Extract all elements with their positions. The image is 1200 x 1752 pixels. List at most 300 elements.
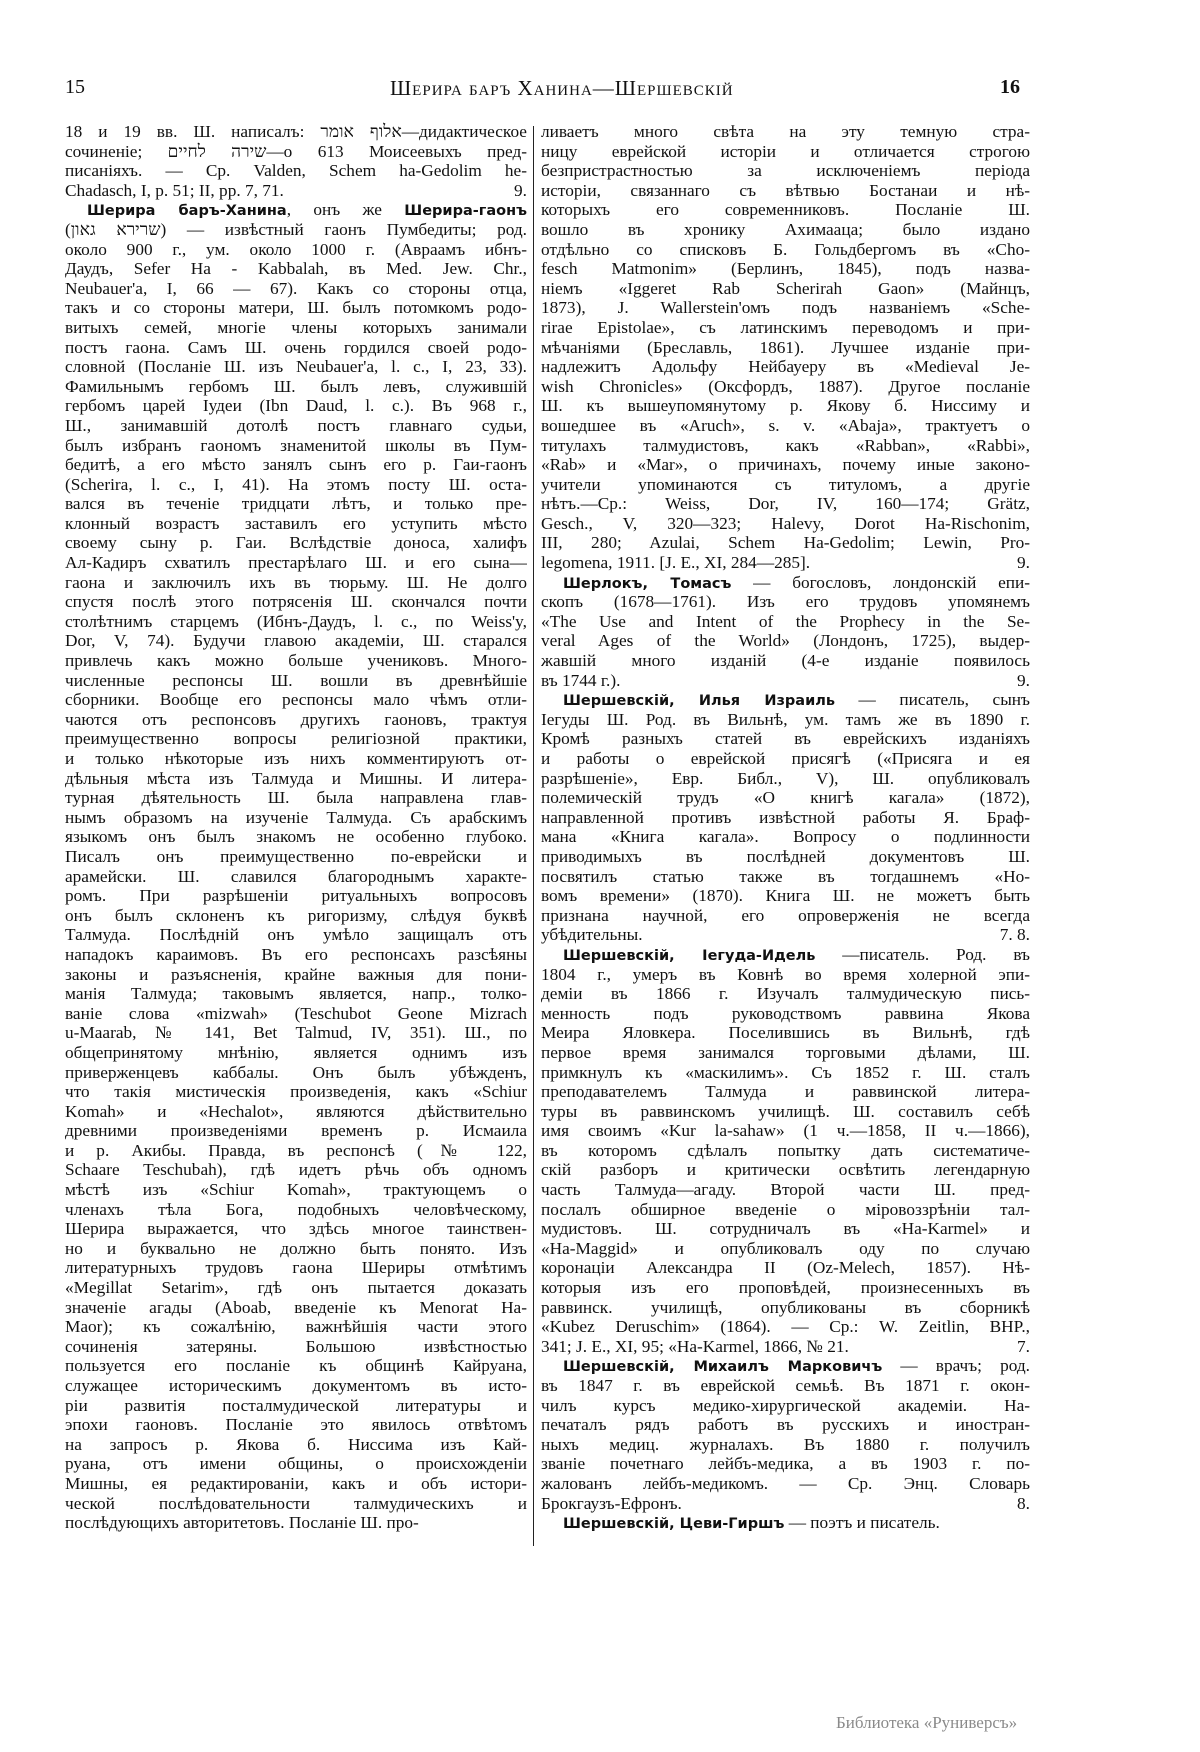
text-line bbox=[65, 1376, 527, 1396]
entry-title: Шершевскій, Іегуда-Идель bbox=[563, 947, 816, 964]
line-text: которыя изъ его проповѣдей, произнесенныхъ въ bbox=[541, 1278, 1030, 1298]
text-line bbox=[65, 984, 527, 1004]
text-line bbox=[65, 318, 527, 338]
text-line bbox=[65, 142, 527, 162]
text-line bbox=[65, 298, 527, 318]
line-text: разрѣшеніе», Евр. Библ., V), Ш. опубликовалъ bbox=[541, 768, 1030, 788]
text-line bbox=[541, 1415, 1030, 1435]
line-text: u-Maarab, № 141, Bet Talmud, IV, 351). Ш., по bbox=[65, 1023, 527, 1043]
line-text: такъ и со стороны матери, Ш. былъ потомкомъ родо- bbox=[65, 298, 527, 318]
line-text: мана «Книга кагала». Вопросу о подлинности bbox=[541, 827, 1030, 847]
line-text: которыхъ его современниковъ. Посланіе Ш. bbox=[541, 200, 1030, 220]
line-text: «Rab» и «Mar», о причинахъ, почему иные законо- bbox=[541, 455, 1030, 475]
line-text: мудистовъ. Ш. сотрудничалъ въ «Ha-Karmel» и bbox=[541, 1219, 1030, 1239]
line-text: безпристрастностью за исключеніемъ періода bbox=[541, 161, 1030, 181]
line-text: ніемъ «Iggeret Rab Scherirah Gaon» (Майнцъ, bbox=[541, 278, 1030, 298]
text-line bbox=[541, 886, 1030, 906]
text-line bbox=[65, 1258, 527, 1278]
text-line bbox=[541, 710, 1030, 730]
line-text: Фамильнымъ гербомъ Ш. былъ левъ, служившій bbox=[65, 376, 527, 396]
text-line bbox=[65, 925, 527, 945]
text-line bbox=[541, 612, 1030, 632]
text-line bbox=[541, 436, 1030, 456]
line-text: вался въ теченіе тридцати лѣтъ, и только пре- bbox=[65, 494, 527, 514]
entry-heading-line bbox=[541, 690, 1030, 710]
author-signature-number: 9. bbox=[1017, 670, 1030, 690]
line-text: «Ha-Maggid» и опубликовалъ оду по случаю bbox=[541, 1238, 1030, 1258]
line-text: руана, отъ имени общины, о происхожденіи bbox=[65, 1454, 527, 1474]
text-line bbox=[541, 1435, 1030, 1455]
line-text: учители упоминаются съ титуломъ, а другіе bbox=[541, 474, 1030, 494]
text-line bbox=[65, 1415, 527, 1435]
text-line bbox=[541, 592, 1030, 612]
text-line bbox=[541, 749, 1030, 769]
text-line bbox=[65, 886, 527, 906]
line-text: спустя послѣ этого потрясенія Ш. скончался почти bbox=[65, 592, 527, 612]
text-line bbox=[541, 279, 1030, 299]
line-text: менность подъ руководствомъ раввина Якова bbox=[541, 1003, 1030, 1023]
text-line bbox=[541, 906, 1030, 926]
line-text: печаталъ рядъ работъ въ русскихъ и иностран- bbox=[541, 1415, 1030, 1435]
line-text: турная дѣятельность Ш. была направлена глав- bbox=[65, 788, 527, 808]
page-number-right: 16 bbox=[1000, 76, 1020, 98]
line-text: первое время занимался торговыми дѣлами, Ш. bbox=[541, 1042, 1030, 1062]
line-text: (Scherira, l. c., I, 41). На этомъ посту Ш. оста- bbox=[65, 474, 527, 494]
line-text: послалъ обширное введеніе о міровоззрѣніи тал- bbox=[541, 1199, 1030, 1219]
line-text: «Kubez Deruschim» (1864). — Ср.: W. Zeitlin, BHP., bbox=[541, 1317, 1030, 1337]
line-text: надлежитъ Адольфу Нейбауеру въ «Medieval Je- bbox=[541, 357, 1030, 377]
running-title: Шерира баръ Ханина—Шершевскій bbox=[390, 76, 734, 100]
line-text: Кромѣ разныхъ статей въ еврейскихъ изданіяхъ bbox=[541, 729, 1030, 749]
line-text: Меира Яловкера. Поселившись въ Вильнѣ, гдѣ bbox=[541, 1023, 1030, 1043]
line-text: вошло въ хронику Ахимааца; было издано bbox=[541, 219, 1030, 239]
text-line bbox=[65, 631, 527, 651]
text-line bbox=[541, 1121, 1030, 1141]
entry-title: Шерира баръ-Ханина bbox=[87, 203, 287, 220]
text-line bbox=[541, 1239, 1030, 1259]
line-text: языкомъ онъ былъ знакомъ не особенно глубоко. bbox=[65, 827, 527, 847]
line-text: нымъ образомъ на изученіе Талмуда. Съ арабскимъ bbox=[65, 807, 527, 827]
text-line bbox=[541, 867, 1030, 887]
text-line bbox=[541, 1043, 1030, 1063]
text-line bbox=[65, 396, 527, 416]
line-text: около 900 г., ум. около 1000 г. (Авраамъ ибнъ- bbox=[65, 239, 527, 259]
text-line bbox=[65, 1043, 527, 1063]
line-text: Іегуды Ш. Род. въ Вильнѣ, ум. тамъ же въ 1890 г. bbox=[541, 709, 1030, 729]
text-line bbox=[65, 867, 527, 887]
line-text: признана научной, его опроверженія не всегда bbox=[541, 905, 1030, 925]
text-line bbox=[541, 240, 1030, 260]
text-line bbox=[541, 1298, 1030, 1318]
line-text: титулахъ талмудистовъ, какъ «Rabban», «Rabbi», bbox=[541, 435, 1030, 455]
entry-title: Шерира-гаонъ bbox=[404, 203, 527, 220]
line-text: членахъ тѣла Бога, подобныхъ человѣческому, bbox=[65, 1199, 527, 1219]
text-line bbox=[65, 279, 527, 299]
author-signature-number: 7. bbox=[1017, 1336, 1030, 1356]
line-text: жавшій много изданій (4-е изданіе появилось bbox=[541, 651, 1030, 671]
line-text: манія Талмуда; таковымъ является, напр., толко- bbox=[65, 984, 527, 1004]
library-watermark: Библиотека «Руниверсъ» bbox=[836, 1713, 1018, 1732]
line-text: Даудъ, Sefer Ha - Kabbalah, въ Med. Jew. Chr., bbox=[65, 259, 527, 279]
entry-text: — писатель, сынъ bbox=[835, 690, 1030, 710]
line-text: Maor); къ сожалѣнію, важнѣйшія части этого bbox=[65, 1317, 527, 1337]
line-text: приводимыхъ въ послѣдней документовъ Ш. bbox=[541, 846, 1030, 866]
line-text: legomena, 1911. [J. E., XI, 284—285]. bbox=[541, 553, 811, 573]
line-text: сочиненія затеряны. Большою извѣстностью bbox=[65, 1336, 527, 1356]
text-line bbox=[541, 1063, 1030, 1083]
text-line bbox=[65, 573, 527, 593]
text-line bbox=[541, 847, 1030, 867]
text-line bbox=[65, 1160, 527, 1180]
line-text: и только нѣкоторые изъ нихъ комментируютъ от- bbox=[65, 749, 527, 768]
line-text: служащее историческимъ документомъ въ исто- bbox=[65, 1376, 527, 1395]
line-text: древними произведеніями временъ р. Исмаила bbox=[65, 1121, 527, 1141]
text-line bbox=[541, 769, 1030, 789]
line-text: wish Chronicles» (Оксфордъ, 1887). Другое посланіе bbox=[541, 376, 1030, 396]
text-line bbox=[541, 1141, 1030, 1161]
text-line bbox=[65, 1023, 527, 1043]
text-line bbox=[541, 142, 1030, 162]
text-line bbox=[541, 553, 1030, 573]
entry-heading-line bbox=[65, 200, 527, 220]
line-text: пользуется его посланіе къ общинѣ Кайруана, bbox=[65, 1356, 527, 1376]
right-column bbox=[541, 122, 1030, 1533]
line-text: ваніе слова «mizwah» (Teschubot Geone Mizrach bbox=[65, 1003, 527, 1023]
line-text: исторіи, связаннаго съ вѣтвью Бостанаи и нѣ- bbox=[541, 180, 1030, 200]
author-signature-number: 7. 8. bbox=[999, 925, 1030, 945]
line-text: сочиненіе; שירה לחיים—о 613 Моисеевыхъ пред- bbox=[65, 141, 527, 161]
line-text: скій разборъ и критически освѣтить легендарную bbox=[541, 1160, 1030, 1180]
text-line bbox=[541, 533, 1030, 553]
text-line bbox=[65, 1435, 527, 1455]
text-line bbox=[541, 514, 1030, 534]
line-text: нападокъ караимовъ. Въ его респонсахъ разсѣяны bbox=[65, 944, 527, 964]
text-line bbox=[65, 436, 527, 456]
text-line bbox=[541, 200, 1030, 220]
text-line bbox=[65, 553, 527, 573]
text-line bbox=[65, 1474, 527, 1494]
text-line bbox=[541, 181, 1030, 201]
line-text: и р. Акибы. Правда, въ респонсѣ (№ 122, bbox=[65, 1140, 527, 1160]
text-line bbox=[541, 1102, 1030, 1122]
line-text: вошедшее въ «Aruch», s. v. «Abaja», трактуетъ о bbox=[541, 415, 1030, 435]
line-text: мѣчаніями (Бреславль, 1861). Лучшее изданіе при- bbox=[541, 337, 1030, 357]
line-text: полемическій трудъ «О книгѣ кагала» (1872), bbox=[541, 788, 1030, 808]
line-text: Ш., занимавшій дотолѣ постъ главнаго судьи, bbox=[65, 415, 527, 435]
text-line bbox=[65, 1396, 527, 1416]
text-line bbox=[541, 220, 1030, 240]
text-line bbox=[541, 416, 1030, 436]
line-text: въ которомъ сдѣлалъ попытку дать систематиче- bbox=[541, 1140, 1030, 1160]
text-line bbox=[541, 984, 1030, 1004]
text-line bbox=[541, 298, 1030, 318]
author-signature-number: 9. bbox=[514, 180, 527, 200]
text-line bbox=[65, 161, 527, 181]
text-line bbox=[65, 965, 527, 985]
text-line bbox=[541, 1376, 1030, 1396]
line-text: Dor, V, 74). Будучи главою академіи, Ш. старался bbox=[65, 631, 527, 651]
text-line bbox=[541, 455, 1030, 475]
text-line bbox=[541, 377, 1030, 397]
text-line bbox=[65, 1200, 527, 1220]
text-line bbox=[65, 1102, 527, 1122]
line-text: коронаціи Александра II (Oz-Melech, 1857). Нѣ- bbox=[541, 1258, 1030, 1278]
line-text: и работы о еврейской присягѣ («Присяга и ея bbox=[541, 749, 1030, 768]
line-text: послѣдующихъ авторитетовъ. Посланіе Ш. про- bbox=[65, 1513, 419, 1533]
line-text: писаніяхъ. — Ср. Valden, Schem ha-Gedolim he- bbox=[65, 161, 527, 181]
line-text: въ 1744 г.). bbox=[541, 670, 621, 690]
line-text: приверженцевъ каббалы. Онъ былъ убѣжденъ, bbox=[65, 1062, 527, 1082]
line-text: Komah» и «Hechalot», являются дѣйствительно bbox=[65, 1101, 527, 1121]
text-line bbox=[541, 1160, 1030, 1180]
line-text: ческой послѣдовательности талмудическихъ и bbox=[65, 1493, 527, 1513]
line-text: былъ избранъ гаономъ знаменитой школы въ Пум- bbox=[65, 435, 527, 455]
line-text: ромъ. При разрѣшеніи ритуальныхъ вопросовъ bbox=[65, 886, 527, 906]
text-line bbox=[541, 396, 1030, 416]
text-line bbox=[541, 475, 1030, 495]
entry-title: Шершевскій, Цеви-Гиршъ bbox=[563, 1516, 785, 1533]
text-line bbox=[65, 612, 527, 632]
entry-text: , онъ же bbox=[286, 200, 405, 220]
text-line bbox=[541, 827, 1030, 847]
column-divider bbox=[533, 126, 534, 1546]
line-text: «Megillat Setarim», гдѣ онъ пытается доказать bbox=[65, 1278, 527, 1298]
text-line bbox=[65, 377, 527, 397]
line-text: преподавателемъ Талмуда и раввинской литера- bbox=[541, 1082, 1030, 1102]
line-text: чаются отъ респонсовъ другихъ гаоновъ, трактуя bbox=[65, 709, 527, 729]
line-text: Neubauer'a, I, 66 — 67). Какъ со стороны отца, bbox=[65, 278, 527, 298]
text-line bbox=[65, 220, 527, 240]
line-text: клонный возрастъ заставилъ его уступить мѣсто bbox=[65, 513, 527, 533]
line-text: 1804 г., умеръ въ Ковнѣ во время холерной эпи- bbox=[541, 964, 1030, 984]
line-text: дѣльныя мѣста изъ Талмуда и Мишны. И литера- bbox=[65, 768, 527, 788]
entry-heading-line bbox=[541, 1513, 1030, 1533]
text-line bbox=[65, 1278, 527, 1298]
text-line bbox=[541, 1082, 1030, 1102]
author-signature-number: 9. bbox=[1017, 553, 1030, 573]
line-text: вомъ времени» (1870). Книга Ш. не можетъ быть bbox=[541, 886, 1030, 906]
text-line bbox=[541, 1004, 1030, 1024]
text-line bbox=[541, 1396, 1030, 1416]
text-line bbox=[541, 788, 1030, 808]
text-line bbox=[65, 240, 527, 260]
text-line bbox=[65, 122, 527, 142]
line-text: значеніе агады (Aboab, введеніе къ Menorat Ha- bbox=[65, 1297, 527, 1317]
text-line bbox=[65, 1494, 527, 1514]
text-line bbox=[541, 1219, 1030, 1239]
text-line bbox=[65, 338, 527, 358]
text-line bbox=[65, 1004, 527, 1024]
text-line bbox=[65, 1298, 527, 1318]
line-text: столѣтнимъ старцемъ (Ибнъ-Даудъ, l. c., по Weiss'y, bbox=[65, 611, 527, 631]
line-text: Ал-Кадиръ схватилъ престарѣлаго Ш. и его сына— bbox=[65, 553, 527, 573]
text-line bbox=[541, 651, 1030, 671]
text-line bbox=[65, 533, 527, 553]
text-line bbox=[65, 1239, 527, 1259]
line-text: чилъ курсъ медико-хирургической академіи. На- bbox=[541, 1395, 1030, 1415]
line-text: въ 1847 г. въ еврейской семьѣ. Въ 1871 г. окон- bbox=[541, 1376, 1030, 1395]
line-text: Chadasch, I, p. 51; II, pp. 7, 71. bbox=[65, 180, 284, 200]
text-line bbox=[65, 416, 527, 436]
line-text: 1873), J. Wallerstein'омъ подъ названіемъ «Sche- bbox=[541, 298, 1030, 318]
line-text: численные респонсы Ш. вошли въ древнѣйшіе bbox=[65, 670, 527, 690]
text-line bbox=[65, 808, 527, 828]
entry-text: —писатель. Род. въ bbox=[815, 944, 1030, 964]
line-text: гаона и заключилъ ихъ въ тюрьму. Ш. Не долго bbox=[65, 572, 527, 592]
text-line bbox=[65, 1513, 527, 1533]
line-text: общепринятому мнѣнію, является однимъ изъ bbox=[65, 1042, 527, 1062]
text-line bbox=[65, 1219, 527, 1239]
line-text: имя своимъ «Kur la-sahaw» (1 ч.—1858, II ч.—1866), bbox=[541, 1121, 1030, 1141]
text-line bbox=[65, 475, 527, 495]
text-line bbox=[65, 357, 527, 377]
line-text: витыхъ семей, многіе члены которыхъ занимали bbox=[65, 317, 527, 337]
text-line bbox=[541, 122, 1030, 142]
entry-heading-line bbox=[541, 945, 1030, 965]
text-line bbox=[541, 259, 1030, 279]
text-line bbox=[65, 749, 527, 769]
line-text: литературныхъ трудовъ гаона Шериры отмѣтимъ bbox=[65, 1258, 527, 1278]
line-text: ницу еврейской исторіи и отличается строгою bbox=[541, 141, 1030, 161]
line-text: Ш. къ вышеупомянутому р. Якову б. Ниссиму и bbox=[541, 396, 1030, 416]
line-text: Gesch., V, 320—323; Halevy, Dorot Ha-Rischonim, bbox=[541, 513, 1030, 533]
left-column bbox=[65, 122, 527, 1533]
line-text: скопъ (1678—1761). Изъ его трудовъ упомянемъ bbox=[541, 592, 1030, 612]
text-line bbox=[541, 631, 1030, 651]
text-line bbox=[65, 494, 527, 514]
text-line bbox=[65, 788, 527, 808]
line-text: III, 280; Azulai, Schem Ha-Gedolim; Lewin, Pro- bbox=[541, 533, 1030, 553]
line-text: посвятилъ статью также въ тогдашнемъ «Но- bbox=[541, 866, 1030, 886]
text-line bbox=[65, 1121, 527, 1141]
text-line bbox=[65, 710, 527, 730]
line-text: привлечь какъ можно больше учениковъ. Много- bbox=[65, 651, 527, 671]
text-line bbox=[65, 690, 527, 710]
text-line bbox=[541, 1494, 1030, 1514]
author-signature-number: 8. bbox=[1017, 1493, 1030, 1513]
text-line bbox=[541, 1023, 1030, 1043]
text-line bbox=[65, 1317, 527, 1337]
line-text: 18 и 19 вв. Ш. написалъ: אלוף אומר—дидактическое bbox=[65, 122, 527, 141]
line-text: раввинск. училищѣ, опубликованы въ сборникѣ bbox=[541, 1297, 1030, 1317]
line-text: на запросъ р. Якова б. Ниссима изъ Кай- bbox=[65, 1434, 527, 1454]
text-line bbox=[65, 671, 527, 691]
line-text: (שרירא גאון) — извѣстный гаонъ Пумбедиты; род. bbox=[65, 219, 527, 239]
text-line bbox=[541, 318, 1030, 338]
line-text: Писалъ онъ преимущественно по-еврейски и bbox=[65, 846, 527, 866]
line-text: Брокгаузъ-Ефронъ. bbox=[541, 1493, 682, 1513]
text-line bbox=[541, 1278, 1030, 1298]
line-text: законы и разъясненія, крайне важныя для пони- bbox=[65, 964, 527, 984]
text-line bbox=[65, 1454, 527, 1474]
entry-heading-line bbox=[541, 573, 1030, 593]
line-text: отдѣльно со списковъ Б. Гольдбергомъ въ «Cho- bbox=[541, 239, 1030, 259]
line-text: постъ гаона. Самъ Ш. очень гордился своей родо- bbox=[65, 337, 527, 357]
line-text: примкнулъ къ «маскилимъ». Съ 1852 г. Ш. сталъ bbox=[541, 1062, 1030, 1082]
line-text: Schaare Teschubah), гдѣ идетъ рѣчь объ одномъ bbox=[65, 1160, 527, 1180]
text-line bbox=[541, 1337, 1030, 1357]
text-line bbox=[65, 259, 527, 279]
line-text: убѣдительны. bbox=[541, 925, 643, 945]
text-line bbox=[65, 729, 527, 749]
line-text: жалованъ лейбъ-медикомъ. — Ср. Энц. Словарь bbox=[541, 1473, 1030, 1493]
text-line bbox=[65, 847, 527, 867]
text-line bbox=[65, 1337, 527, 1357]
line-text: ливаетъ много свѣта на эту темную стра- bbox=[541, 122, 1030, 141]
text-line bbox=[65, 181, 527, 201]
line-text: туры въ раввинскомъ училищѣ. Ш. составилъ себѣ bbox=[541, 1101, 1030, 1121]
line-text: «The Use and Intent of the Prophecy in the Se- bbox=[541, 611, 1030, 631]
entry-text: — врачъ; род. bbox=[882, 1356, 1030, 1376]
line-text: эпохи гаоновъ. Посланіе это явилось отвѣтомъ bbox=[65, 1415, 527, 1435]
text-line bbox=[65, 1180, 527, 1200]
line-text: Шерира выражается, что здѣсь многое таинствен- bbox=[65, 1219, 527, 1239]
line-text: направленной противъ извѣстной работы Я. Браф- bbox=[541, 807, 1030, 827]
line-text: 341; J. E., XI, 95; «Ha-Karmel, 1866, № 21. bbox=[541, 1336, 849, 1356]
line-text: часть Талмуда—агаду. Второй части Ш. пред- bbox=[541, 1180, 1030, 1200]
line-text: арамейски. Ш. славился благороднымъ характе- bbox=[65, 866, 527, 886]
text-line bbox=[65, 651, 527, 671]
text-line bbox=[541, 161, 1030, 181]
line-text: бедитѣ, а его мѣсто занялъ сынъ его р. Гаи-гаонъ bbox=[65, 455, 527, 475]
text-line bbox=[65, 769, 527, 789]
text-line bbox=[65, 945, 527, 965]
line-text: ныхъ медиц. журналахъ. Въ 1880 г. получилъ bbox=[541, 1434, 1030, 1454]
text-line bbox=[541, 808, 1030, 828]
line-text: словной (Посланіе Ш. изъ Neubauer'a, l. c., I, 23, 33). bbox=[65, 357, 527, 377]
text-line bbox=[65, 827, 527, 847]
text-line bbox=[541, 729, 1030, 749]
text-line bbox=[65, 1356, 527, 1376]
line-text: veral Ages of the World» (Лондонъ, 1725), выдер- bbox=[541, 631, 1030, 651]
entry-title: Шерлокъ, Томасъ bbox=[563, 575, 732, 592]
entry-heading-line bbox=[541, 1356, 1030, 1376]
text-line bbox=[65, 1082, 527, 1102]
text-line bbox=[65, 455, 527, 475]
text-line bbox=[541, 965, 1030, 985]
text-line bbox=[541, 338, 1030, 358]
line-text: званіе почетнаго лейбъ-медика, а въ 1903 г. по- bbox=[541, 1454, 1030, 1474]
line-text: нѣтъ.—Ср.: Weiss, Dor, IV, 160—174; Grätz, bbox=[541, 494, 1030, 514]
text-line bbox=[541, 357, 1030, 377]
text-line bbox=[541, 671, 1030, 691]
line-text: ріи развитія посталмудической литературы и bbox=[65, 1395, 527, 1415]
line-text: Мишны, ея редактированіи, какъ и объ истори- bbox=[65, 1473, 527, 1493]
text-line bbox=[541, 1258, 1030, 1278]
text-line bbox=[541, 1200, 1030, 1220]
text-line bbox=[65, 514, 527, 534]
text-line bbox=[541, 925, 1030, 945]
line-text: деміи въ 1866 г. Изучалъ талмудическую пись- bbox=[541, 984, 1030, 1004]
line-text: что такія мистическія произведенія, какъ «Schiur bbox=[65, 1082, 527, 1102]
line-text: Талмуда. Послѣдній онъ умѣло защищалъ отъ bbox=[65, 925, 527, 945]
entry-title: Шершевскій, Илья Израиль bbox=[563, 693, 836, 710]
line-text: гербомъ царей Іудеи (Ibn Daud, l. c.). Въ 968 г., bbox=[65, 396, 527, 416]
text-line bbox=[65, 592, 527, 612]
text-line bbox=[541, 1474, 1030, 1494]
text-line bbox=[65, 1141, 527, 1161]
entry-text: — богословъ, лондонскій епи- bbox=[731, 572, 1030, 592]
text-line bbox=[541, 494, 1030, 514]
line-text: своему сыну р. Гаи. Вслѣдствіе доноса, халифъ bbox=[65, 533, 527, 553]
line-text: сборники. Вообще его респонсы мало чѣмъ отли- bbox=[65, 690, 527, 710]
line-text: мѣстѣ изъ «Schiur Komah», трактующемъ о bbox=[65, 1180, 527, 1200]
entry-title: Шершевскій, Михаилъ Марковичъ bbox=[563, 1359, 883, 1376]
line-text: но и буквально не должно быть понято. Изъ bbox=[65, 1238, 527, 1258]
text-line bbox=[541, 1317, 1030, 1337]
entry-text: — поэтъ и писатель. bbox=[784, 1513, 940, 1533]
text-line bbox=[541, 1454, 1030, 1474]
